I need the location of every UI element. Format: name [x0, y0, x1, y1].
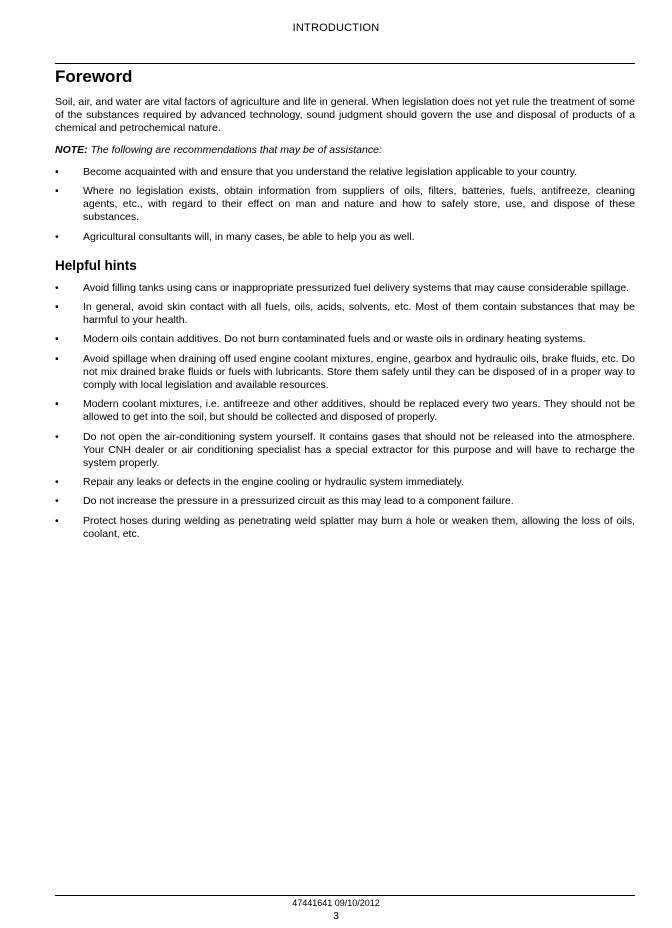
list-item-text: Do not open the air-conditioning system yourself. It contains gases that should not be released into the atmosphere. Your CNH dealer or air conditioning specialist has a special extractor for this purpose and will have to recharge the system properly. [83, 430, 635, 470]
helpful-hints-title: Helpful hints [55, 257, 137, 273]
list-item-text: Modern coolant mixtures, i.e. antifreeze and other additives, should be replaced every two years. They should not be allowed to get into the soil, but should be collected and disposed of properly. [83, 398, 635, 424]
bullet-icon: • [55, 352, 59, 365]
note-text: The following are recommendations that may be of assistance: [87, 143, 382, 156]
list-item-text: Repair any leaks or defects in the engine cooling or hydraulic system immediately. [83, 476, 464, 489]
footer-document-id: 47441641 09/10/2012 [292, 898, 380, 908]
list-item-text: Agricultural consultants will, in many cases, be able to help you as well. [83, 230, 415, 243]
bullet-icon: • [55, 185, 59, 198]
page-content [55, 66, 635, 547]
foreword-title: Foreword [55, 67, 133, 86]
list-item [55, 398, 635, 424]
foreword-bullet-list [55, 166, 635, 244]
list-item [55, 333, 635, 346]
list-item [55, 301, 635, 327]
list-item [55, 495, 635, 508]
list-item-text: Avoid filling tanks using cans or inappropriate pressurized fuel delivery systems that may cause considerable spillage. [83, 281, 630, 294]
bullet-icon: • [55, 281, 59, 294]
page-number: 3 [333, 910, 339, 922]
list-item [55, 476, 635, 489]
list-item-text: Do not increase the pressure in a pressurized circuit as this may lead to a component failure. [83, 495, 514, 508]
bullet-icon: • [55, 165, 59, 178]
bullet-icon: • [55, 476, 59, 489]
list-item [55, 166, 635, 179]
list-item [55, 282, 635, 295]
bullet-icon: • [55, 514, 59, 527]
header-divider [55, 63, 635, 64]
bullet-icon: • [55, 398, 59, 411]
list-item [55, 431, 635, 471]
list-item [55, 515, 635, 541]
bullet-icon: • [55, 230, 59, 243]
list-item-text: In general, avoid skin contact with all fuels, oils, acids, solvents, etc. Most of them contain substances that may be harmful to your health. [83, 301, 635, 327]
list-item-text: Where no legislation exists, obtain information from suppliers of oils, filters, batteries, fuels, antifreeze, cleaning agents, etc., with regard to their effect on man and nature and how to safely store, use, and dispose of these substances. [83, 185, 635, 224]
list-item [55, 353, 635, 393]
list-item-text: Become acquainted with and ensure that you understand the relative legislation applicable to your country. [83, 165, 578, 178]
list-item-text: Protect hoses during welding as penetrating weld splatter may burn a hole or weaken them, allowing the loss of oils, coolant, etc. [83, 514, 635, 540]
page-header-section-title: INTRODUCTION [292, 22, 380, 34]
note-label: NOTE: [55, 143, 88, 156]
list-item [55, 185, 635, 225]
list-item-text: Avoid spillage when draining off used engine coolant mixtures, engine, gearbox and hydraulic oils, brake fluids, etc. Do not mix drained brake fluids or fuels with lubricants. Store them safely until they can be disposed of in a proper way to comply with local legislation and available resources. [83, 352, 635, 392]
list-item [55, 231, 635, 244]
foreword-intro-paragraph: Soil, air, and water are vital factors of agriculture and life in general. When legislation does not yet rule the treatment of some of the substances required by advanced technology, sound judgment should govern the use and disposal of products of a chemical and petrochemical nature. [55, 96, 635, 135]
note-paragraph [55, 144, 635, 157]
bullet-icon: • [55, 333, 59, 346]
footer-divider [55, 895, 635, 896]
bullet-icon: • [55, 430, 59, 443]
bullet-icon: • [55, 495, 59, 508]
bullet-icon: • [55, 301, 59, 314]
helpful-hints-bullet-list [55, 282, 635, 541]
list-item-text: Modern oils contain additives. Do not burn contaminated fuels and or waste oils in ordinary heating systems. [83, 333, 586, 346]
